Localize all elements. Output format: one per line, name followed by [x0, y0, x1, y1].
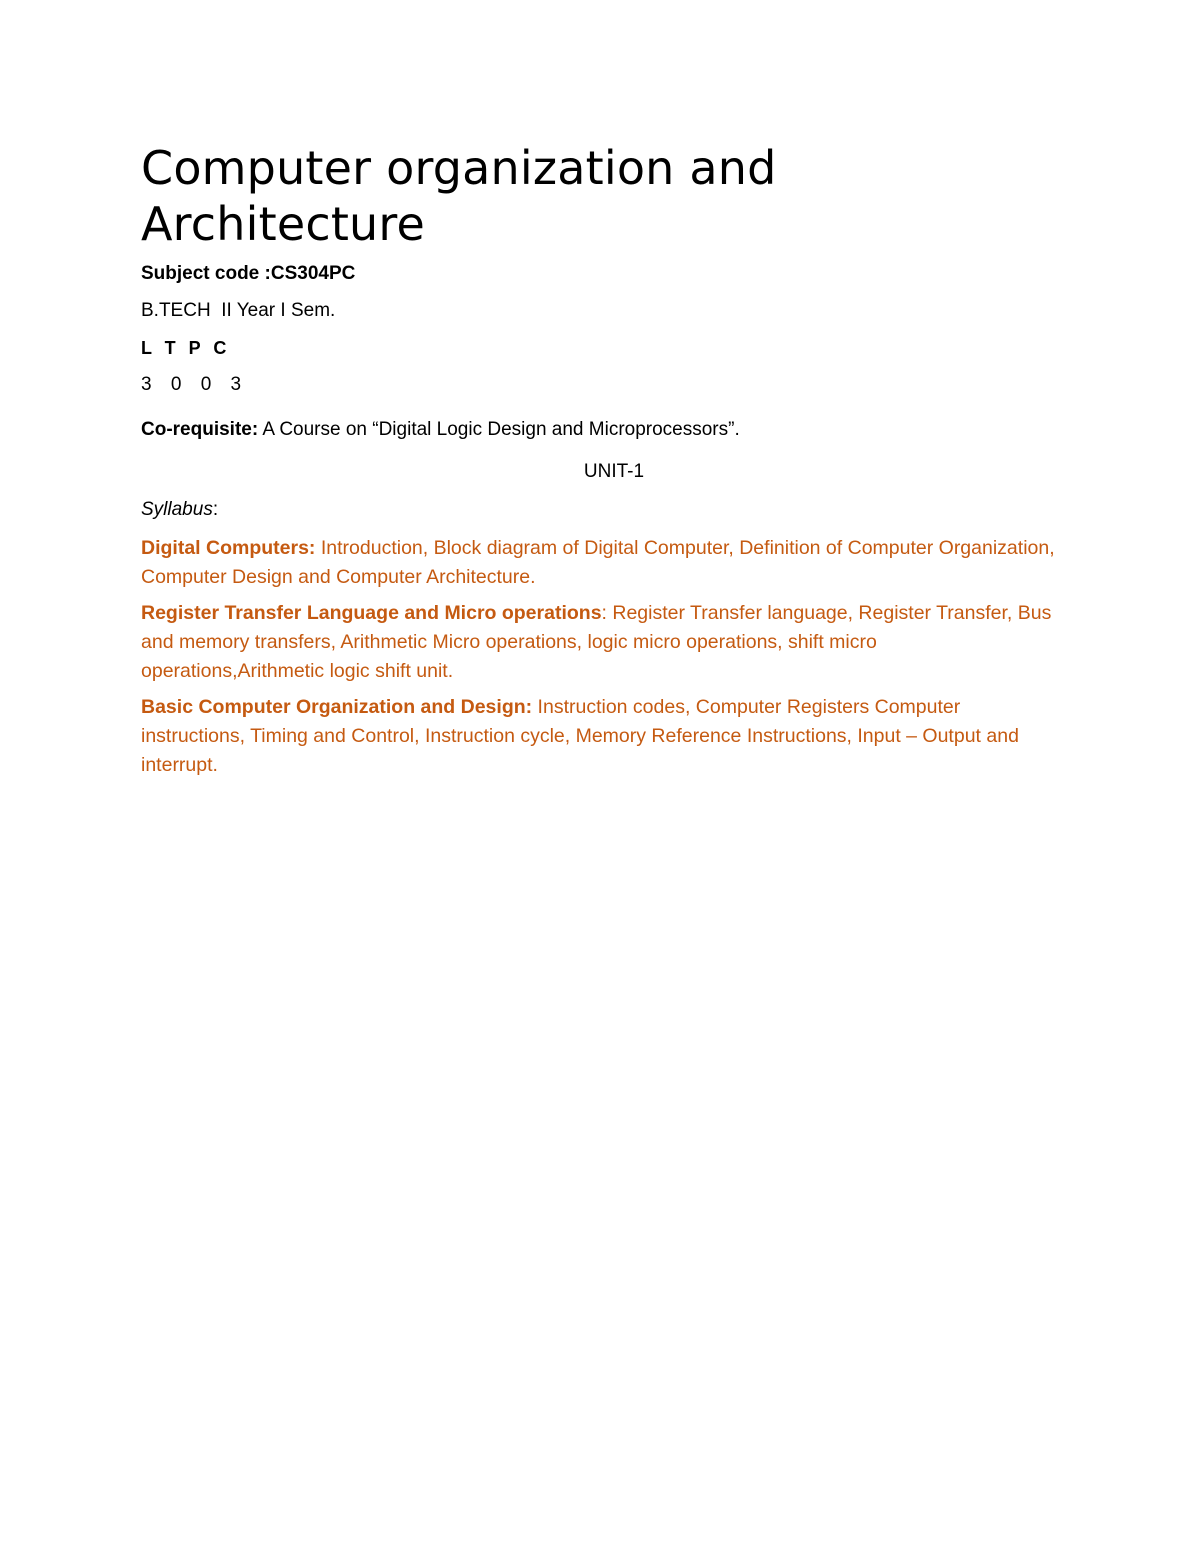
corequisite-label: Co-requisite: — [141, 419, 259, 440]
corequisite — [141, 416, 1061, 444]
subject-code: Subject code :CS304PC — [141, 263, 356, 284]
course-year: B.TECH II Year I Sem. — [141, 300, 336, 321]
syllabus-colon: : — [212, 499, 219, 520]
page-title — [141, 140, 1061, 252]
document-content — [141, 140, 1061, 787]
ltpc-values: 3 0 0 3 — [141, 374, 249, 395]
topic-heading-part-1: Register Transfer Language — [141, 602, 399, 624]
title-line-2: Architecture — [141, 197, 426, 251]
topic-heading: Digital Computers: — [141, 537, 316, 559]
syllabus-label: Syllabus — [141, 499, 213, 520]
topic-heading-middle: and — [398, 602, 445, 624]
ltpc-labels: L T P C — [141, 338, 231, 358]
topic-register-transfer — [141, 599, 1061, 686]
topic-text: : Register Transfer language, Register Transfer, Bus and memory transfers, Arithmetic Micro operations, logic micro operations, shift micro operations,Arithmetic logic shift unit. — [141, 602, 1052, 682]
topic-heading-part-2: Micro operations — [444, 602, 602, 624]
title-line-1: Computer organization and — [141, 141, 777, 195]
topic-basic-computer-organization — [141, 693, 1061, 780]
topic-text: Introduction, Block diagram of Digital Computer, Definition of Computer Organization, Computer Design and Computer Architecture. — [141, 537, 1055, 588]
topic-heading: Basic Computer Organization and Design: — [141, 696, 533, 718]
topic-text: Instruction codes, Computer Registers Computer instructions, Timing and Control, Instruction cycle, Memory Reference Instructions, Input – Output and interrupt. — [141, 696, 1019, 776]
syllabus-label-line — [141, 496, 1061, 524]
unit-heading: UNIT-1 — [583, 461, 645, 482]
corequisite-text: A Course on “Digital Logic Design and Microprocessors”. — [258, 419, 740, 440]
topic-digital-computers — [141, 534, 1061, 592]
